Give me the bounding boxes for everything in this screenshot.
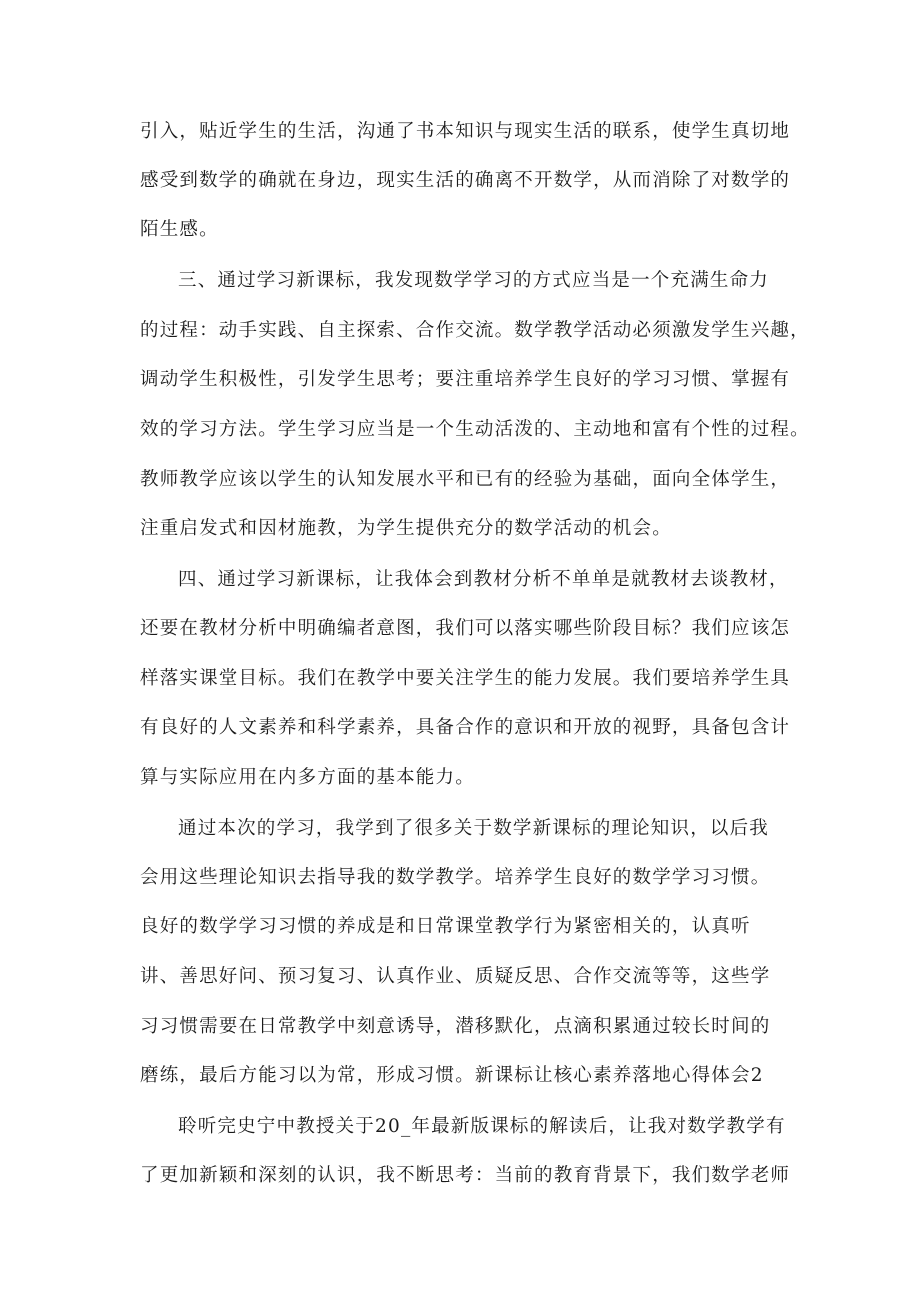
paragraph-start-line: 四、通过学习新课标，让我体会到教材分析不单单是就教材去谈教材， [178,569,789,590]
text-line: 磨练，最后方能习以为常，形成习惯。新课标让核心素养落地心得体会2 [140,1065,764,1086]
text-line: 教师教学应该以学生的认知发展水平和已有的经验为基础，面向全体学生， [140,469,791,490]
text-line: 调动学生积极性，引发学生思考；要注重培养学生良好的学习习惯、掌握有 [140,369,791,390]
text-line: 样落实课堂目标。我们在教学中要关注学生的能力发展。我们要培养学生具 [140,668,791,689]
text-line: 会用这些理论知识去指导我的数学教学。培养学生良好的数学学习习惯。 [140,867,771,888]
text-line: 习习惯需要在日常教学中刻意诱导，潜移默化，点滴积累通过较长时间的 [140,1016,771,1037]
text-line: 感受到数学的确就在身边，现实生活的确离不开数学，从而消除了对数学的 [140,170,791,191]
paragraph-start-line: 聆听完史宁中教授关于20_年最新版课标的解读后，让我对数学教学有 [178,1116,786,1137]
text-line: 了更加新颖和深刻的认识，我不断思考：当前的教育背景下，我们数学老师 [140,1165,791,1186]
text-line: 有良好的人文素养和科学素养，具备合作的意识和开放的视野，具备包含计 [140,717,791,738]
paragraph-start-line: 三、通过学习新课标，我发现数学学习的方式应当是一个充满生命力 [178,270,770,291]
text-line: 引入，贴近学生的生活，沟通了书本知识与现实生活的联系，使学生真切地 [140,121,791,142]
text-line: 良好的数学学习习惯的养成是和日常课堂教学行为紧密相关的，认真听 [140,916,751,937]
text-line: 效的学习方法。学生学习应当是一个生动活泼的、主动地和富有个性的过程。 [140,419,810,440]
text-line: 的过程：动手实践、自主探索、合作交流。数学教学活动必须激发学生兴趣， [140,320,810,341]
text-line: 讲、善思好问、预习复习、认真作业、质疑反思、合作交流等等，这些学 [140,966,771,987]
text-line: 算与实际应用在内多方面的基本能力。 [140,767,475,788]
text-line: 注重启发式和因材施教，为学生提供充分的数学活动的机会。 [140,518,672,539]
text-line: 还要在教材分析中明确编者意图，我们可以落实哪些阶段目标？我们应该怎 [140,618,791,639]
paragraph-start-line: 通过本次的学习，我学到了很多关于数学新课标的理论知识，以后我 [178,818,770,839]
text-line: 陌生感。 [140,219,219,240]
